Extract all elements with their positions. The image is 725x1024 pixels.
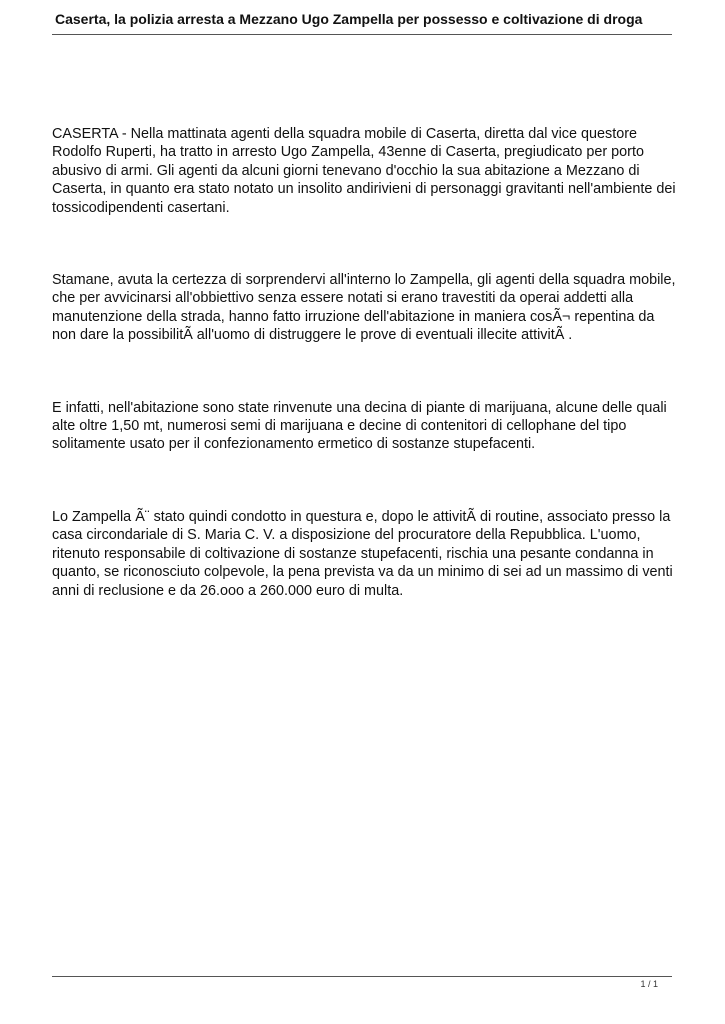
article-paragraph-4: Lo Zampella Ã¨ stato quindi condotto in questura e, dopo le attivitÃ di routine, associato presso la casa circondariale di S. Maria C. V. a disposizione del procuratore della Repubblica. L'uomo, ritenuto responsabile di coltivazione di sostanze stupefacenti, rischia una pesante condanna in quanto, se riconosciuto colpevole, la pena prevista va da un minimo di sei ad un massimo di venti anni di reclusione e da 26.ooo a 260.000 euro di multa. xyxy=(52,508,673,599)
page-header xyxy=(52,6,672,35)
article-paragraph-1: CASERTA - Nella mattinata agenti della squadra mobile di Caserta, diretta dal vice questore Rodolfo Ruperti, ha tratto in arresto Ugo Zampella, 43enne di Caserta, pregiudicato per porto abusivo di armi. Gli agenti da alcuni giorni tenevano d'occhio la sua abitazione a Mezzano di Caserta, in quanto era stato notato un insolito andirivieni di personaggi gravitanti nell'ambiente dei tossicodipendenti casertani. xyxy=(52,126,676,216)
page-number: 1 / 1 xyxy=(640,979,658,989)
article-paragraph-3: E infatti, nell'abitazione sono state rinvenute una decina di piante di marijuana, alcune delle quali alte oltre 1,50 mt, numerosi semi di marijuana e decine di contenitori di cellophane del tipo solitamente usato per il confezionamento ermetico di sostanze stupefacenti. xyxy=(52,399,667,453)
article-body xyxy=(52,125,677,600)
article-title: Caserta, la polizia arresta a Mezzano Ugo Zampella per possesso e coltivazione di droga xyxy=(55,11,643,27)
page-footer xyxy=(52,976,672,989)
article-paragraph-2: Stamane, avuta la certezza di sorprendervi all'interno lo Zampella, gli agenti della squadra mobile, che per avvicinarsi all'obbiettivo senza essere notati si erano travestiti da operai addetti alla manutenzione della strada, hanno fatto irruzione dell'abitazione in maniera cosÃ¬ repentina da non dare la possibilitÃ all'uomo di distruggere le prove di eventuali illecite attivitÃ . xyxy=(52,272,676,344)
